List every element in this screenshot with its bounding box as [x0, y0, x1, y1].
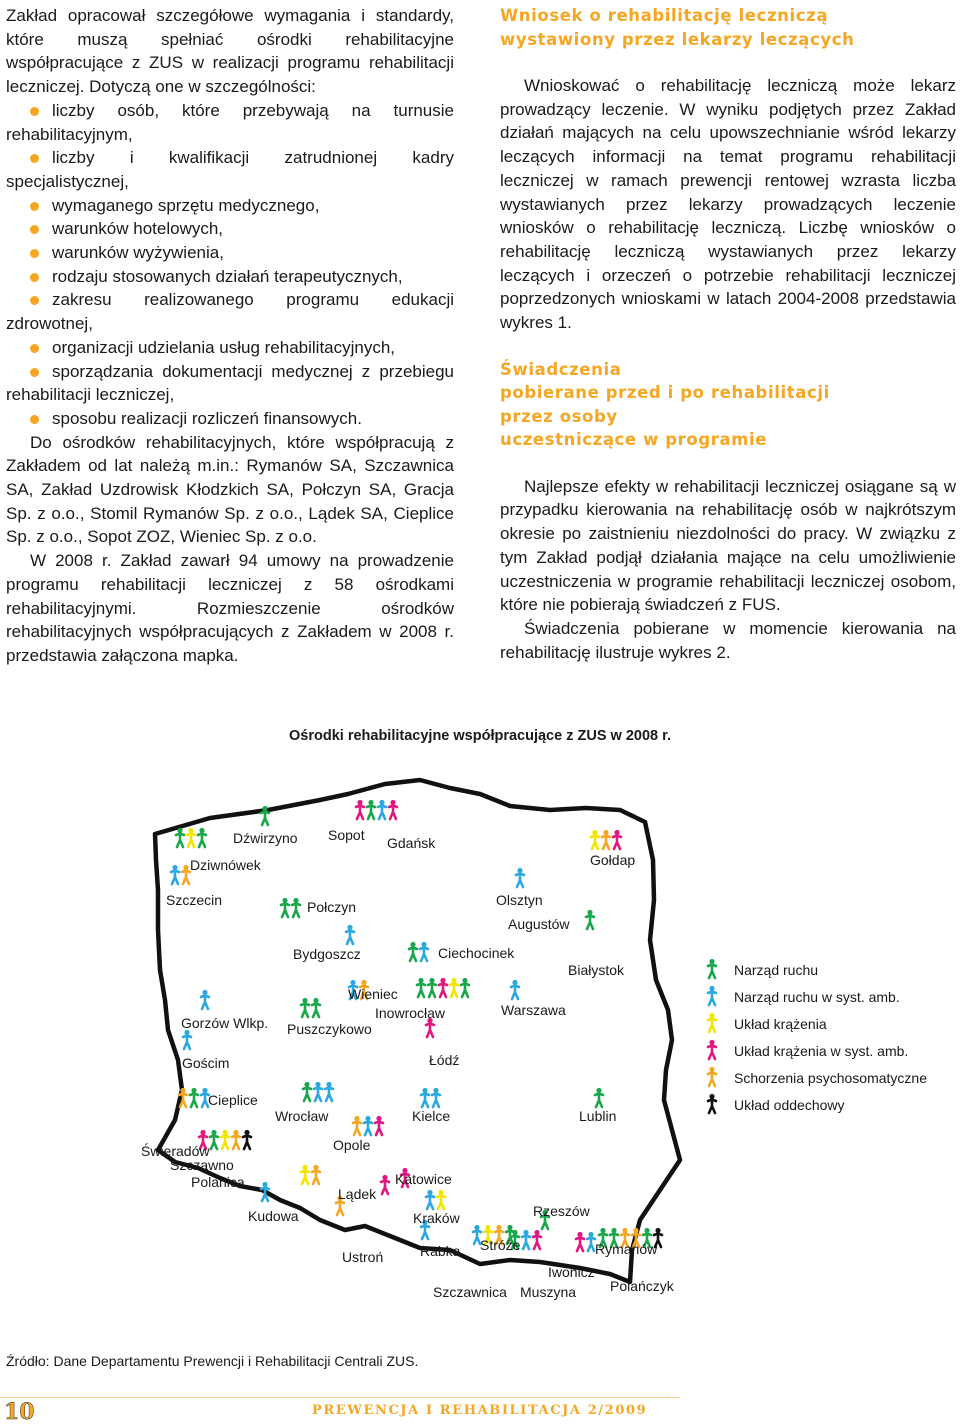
contracts-paragraph: W 2008 r. Zakład zawarł 94 umowy na prowadzenie programu rehabilitacji leczniczej z 58 ośrodkami rehabilitacyjnymi. Rozmieszczenie ośrodków rehabilitacyjnych współpracujących z Zakładem w 2008 r. przedstawia załączona mapka. [6, 551, 454, 665]
list-item-text: warunków wyżywienia, [52, 243, 224, 263]
city-label-krakow: Kraków [413, 1210, 460, 1226]
city-label-rabka: Rabka [420, 1243, 461, 1259]
city-label-cieplice: Cieplice [208, 1092, 258, 1108]
person-icon [708, 986, 716, 1005]
city-label-polanczyk: Polańczyk [610, 1278, 674, 1294]
page-number: 10 [4, 1399, 35, 1425]
list-item-text: sporządzania dokumentacji medycznej z przebiegu rehabilitacji leczniczej, [6, 361, 454, 405]
city-label-bialystok: Białystok [568, 962, 625, 978]
person-icon [708, 959, 716, 978]
bullet-icon [30, 368, 39, 377]
legend-label: Schorzenia psychosomatyczne [734, 1070, 927, 1086]
person-icon [511, 980, 519, 999]
list-item-text: warunków hotelowych, [52, 219, 224, 239]
bullet-icon [30, 344, 39, 353]
legend-label: Narząd ruchu [734, 962, 819, 978]
city-label-puszczykowo: Puszczykowo [287, 1021, 372, 1037]
person-icon [708, 1067, 716, 1086]
person-icon [437, 1190, 445, 1209]
person-icon [461, 978, 469, 997]
list-item-text: organizacji udzielania usług rehabilitacyjnych, [52, 337, 396, 357]
section-heading-applications [500, 4, 956, 51]
source-note: Źródło: Dane Departamentu Prewencji i Rehabilitacji Centrali ZUS. [6, 1353, 419, 1369]
person-icon [450, 978, 458, 997]
person-icon [587, 1232, 595, 1251]
person-icon [595, 1088, 603, 1107]
person-icon [281, 898, 289, 917]
city-label-iwonicz: Iwonicz [548, 1264, 595, 1280]
city-label-warszawa: Warszawa [501, 1002, 566, 1018]
heading-line: przez osoby [500, 406, 618, 426]
list-item [6, 360, 454, 407]
city-label-muszyna: Muszyna [520, 1284, 577, 1300]
legend-person-icon [706, 1093, 720, 1115]
person-icon [375, 1116, 383, 1135]
person-icon [176, 828, 184, 847]
city-label-inowroclaw: Inowrocław [375, 1005, 446, 1021]
poland-map [120, 770, 720, 1310]
person-icon [417, 978, 425, 997]
person-icon [428, 978, 436, 997]
city-label-dziwnowek: Dziwnówek [190, 857, 261, 873]
city-label-dzwirzyno: Dźwirzyno [233, 830, 298, 846]
person-icon [210, 1130, 218, 1149]
city-label-lublin: Lublin [579, 1108, 617, 1124]
person-icon [353, 1116, 361, 1135]
person-icon [314, 1082, 322, 1101]
person-icon [201, 990, 209, 1009]
partners-paragraph: Do ośrodków rehabilitacyjnych, które współpracują z Zakładem od lat należą m.in.: Rymanów SA, Szczawnica SA, Zakład Uzdrowisk Kłodzkich SA, Połczyn SA, Gracja Sp. z o.o., Stomil Rymanów Sp. z o.o., Lądek SA, Cieplice Sp. z o.o., Sopot ZOZ, Wieniec Sp. z o.o. [6, 432, 454, 547]
city-label-sopot: Sopot [328, 827, 365, 843]
person-icon [439, 978, 447, 997]
legend-person-icon [706, 1012, 720, 1034]
intro-paragraph: Zakład opracował szczegółowe wymagania i standardy, które muszą spełniać ośrodki rehabilitacyjne współpracujące z ZUS w realizacji programu rehabilitacji leczniczej. Dotyczą one w szczególności: [6, 6, 454, 97]
legend-person-icon [706, 958, 720, 980]
person-icon [602, 830, 610, 849]
list-item [6, 288, 454, 335]
benefits-paragraph: Najlepsze efekty w rehabilitacji leczniczej osiągane są w przypadku kierowania na rehabilitację osób w najkrótszym okresie po zaistnieniu niezdolności do pracy. W związku z tym Zakład podjął działania mające na celu umożliwienie uczestniczenia w programie rehabilitacji leczniczej osobom, które nie pobierają świadczeń z FUS. [500, 476, 956, 615]
legend-label: Układ oddechowy [734, 1097, 845, 1113]
person-icon [303, 1082, 311, 1101]
person-icon [312, 1165, 320, 1184]
person-icon [426, 1190, 434, 1209]
city-label-katowice: Katowice [395, 1171, 452, 1187]
city-label-polanica: Polanica [191, 1174, 245, 1190]
heading-line: Wniosek o rehabilitację leczniczą [500, 6, 829, 25]
person-icon [533, 1230, 541, 1249]
city-label-opole: Opole [333, 1137, 371, 1153]
city-label-wieniec: Wieniec [348, 986, 398, 1002]
city-label-rymanow: Rymanów [595, 1241, 658, 1257]
person-icon [183, 1030, 191, 1049]
person-icon [292, 898, 300, 917]
person-icon [221, 1130, 229, 1149]
heading-line: Świadczenia [500, 359, 622, 379]
person-icon [243, 1130, 251, 1149]
city-label-bydgoszcz: Bydgoszcz [293, 946, 361, 962]
city-label-szczawnica: Szczawnica [433, 1284, 507, 1300]
person-icon [381, 1175, 389, 1194]
bullet-icon [30, 154, 39, 163]
legend-person-icon [706, 1066, 720, 1088]
heading-line: pobierane przed i po rehabilitacji [500, 383, 830, 403]
bullet-icon [30, 415, 39, 424]
person-icon [421, 1088, 429, 1107]
list-item [6, 407, 454, 431]
person-icon [522, 1230, 530, 1249]
list-item-text: rodzaju stosowanych działań terapeutycznych, [52, 266, 403, 286]
applications-paragraph: Wnioskować o rehabilitację leczniczą może lekarz prowadzący leczenie. W wyniku podjętych przez Zakład działań mających na celu upowszechnianie wśród lekarzy leczących informacji na temat programu rehabilitacji leczniczej w ramach prewencji rentowej wzrasta liczba wystawianych przez lekarzy prowadzących leczenie wniosków o rehabilitację leczniczą. Liczbę wniosków o rehabilitację leczniczą wystawianych przez lekarzy leczących i orzeczeń o potrzebie rehabilitacji leczniczej poprzedzonych wnioskami w latach 2004-2008 przedstawia wykres 1. [500, 76, 956, 333]
person-icon [389, 800, 397, 819]
heading-line: wystawiony przez lekarzy leczących [500, 29, 855, 49]
section-heading-benefits [500, 358, 956, 452]
city-label-olsztyn: Olsztyn [496, 892, 543, 908]
legend-label: Układ krążenia [734, 1016, 827, 1032]
bullet-icon [30, 273, 39, 282]
list-item [6, 336, 454, 360]
person-icon [356, 800, 364, 819]
city-label-szczawno: Szczawno [170, 1157, 234, 1173]
person-icon [171, 865, 179, 884]
person-icon [232, 1130, 240, 1149]
person-icon [586, 910, 594, 929]
person-icon [325, 1082, 333, 1101]
city-label-ladek: Lądek [338, 1186, 377, 1202]
legend-person-icon [706, 985, 720, 1007]
city-label-polczyn: Połczyn [307, 899, 357, 915]
list-item [6, 99, 454, 146]
bullet-icon [30, 249, 39, 258]
city-label-lodz: Łódź [429, 1052, 460, 1068]
city-label-ciechocinek: Ciechocinek [438, 945, 515, 961]
person-icon [708, 1040, 716, 1059]
person-icon [708, 1013, 716, 1032]
heading-line: uczestniczące w programie [500, 430, 768, 450]
left-column [6, 4, 454, 668]
city-label-goscim: Gościm [182, 1055, 230, 1071]
right-column [500, 4, 956, 664]
person-icon [432, 1088, 440, 1107]
person-icon [367, 800, 375, 819]
person-icon [516, 868, 524, 887]
person-icon [591, 830, 599, 849]
city-label-wroclaw: Wrocław [275, 1108, 329, 1124]
person-icon [409, 942, 417, 961]
person-icon [420, 942, 428, 961]
city-label-ustron: Ustroń [342, 1249, 384, 1265]
list-item [6, 194, 454, 218]
city-label-gorzow: Gorzów Wlkp. [181, 1015, 269, 1031]
bullet-icon [30, 107, 39, 116]
person-icon [346, 925, 354, 944]
city-label-rzeszow: Rzeszów [533, 1203, 590, 1219]
list-item-text: liczby osób, które przebywają na turnusie rehabilitacyjnym, [6, 100, 454, 144]
list-item [6, 217, 454, 241]
requirements-list [6, 99, 454, 431]
city-label-kielce: Kielce [412, 1108, 451, 1124]
person-icon [378, 800, 386, 819]
person-icon [198, 828, 206, 847]
city-label-swieradow: Świeradów [141, 1143, 210, 1159]
benefits-illustration-paragraph: Świadczenia pobierane w momencie kierowania na rehabilitację ilustruje wykres 2. [500, 618, 956, 662]
list-item-text: liczby i kwalifikacji zatrudnionej kadry specjalistycznej, [6, 148, 454, 191]
city-label-kudowa: Kudowa [248, 1208, 299, 1224]
list-item-text: sposobu realizacji rozliczeń finansowych. [52, 408, 362, 428]
legend-label: Narząd ruchu w syst. amb. [734, 989, 900, 1005]
legend-person-icon [706, 1039, 720, 1061]
list-item-text: wymaganego sprzętu medycznego, [52, 195, 320, 215]
person-icon [708, 1094, 716, 1113]
map-title: Ośrodki rehabilitacyjne współpracujące z ZUS w 2008 r. [289, 728, 671, 744]
person-icon [187, 828, 195, 847]
city-label-stroze: Stróże [480, 1237, 521, 1253]
list-item [6, 146, 454, 193]
bullet-icon [30, 225, 39, 234]
list-item [6, 241, 454, 265]
person-icon [301, 998, 309, 1017]
city-label-gdansk: Gdańsk [387, 835, 436, 851]
list-item [6, 265, 454, 289]
person-icon [364, 1116, 372, 1135]
legend-label: Układ krążenia w syst. amb. [734, 1043, 909, 1059]
footer-rule [0, 1397, 960, 1398]
bullet-icon [30, 202, 39, 211]
city-label-szczecin: Szczecin [166, 892, 223, 908]
bullet-icon [30, 296, 39, 305]
list-item-text: zakresu realizowanego programu edukacji zdrowotnej, [6, 290, 454, 334]
person-icon [190, 1088, 198, 1107]
person-icon [182, 865, 190, 884]
person-icon [613, 830, 621, 849]
journal-title: PREWENCJA I REHABILITACJA 2/2009 [312, 1403, 648, 1418]
person-icon [576, 1232, 584, 1251]
person-icon [301, 1165, 309, 1184]
city-label-goldap: Gołdap [590, 852, 636, 868]
person-icon [312, 998, 320, 1017]
city-label-augustow: Augustów [508, 916, 570, 932]
